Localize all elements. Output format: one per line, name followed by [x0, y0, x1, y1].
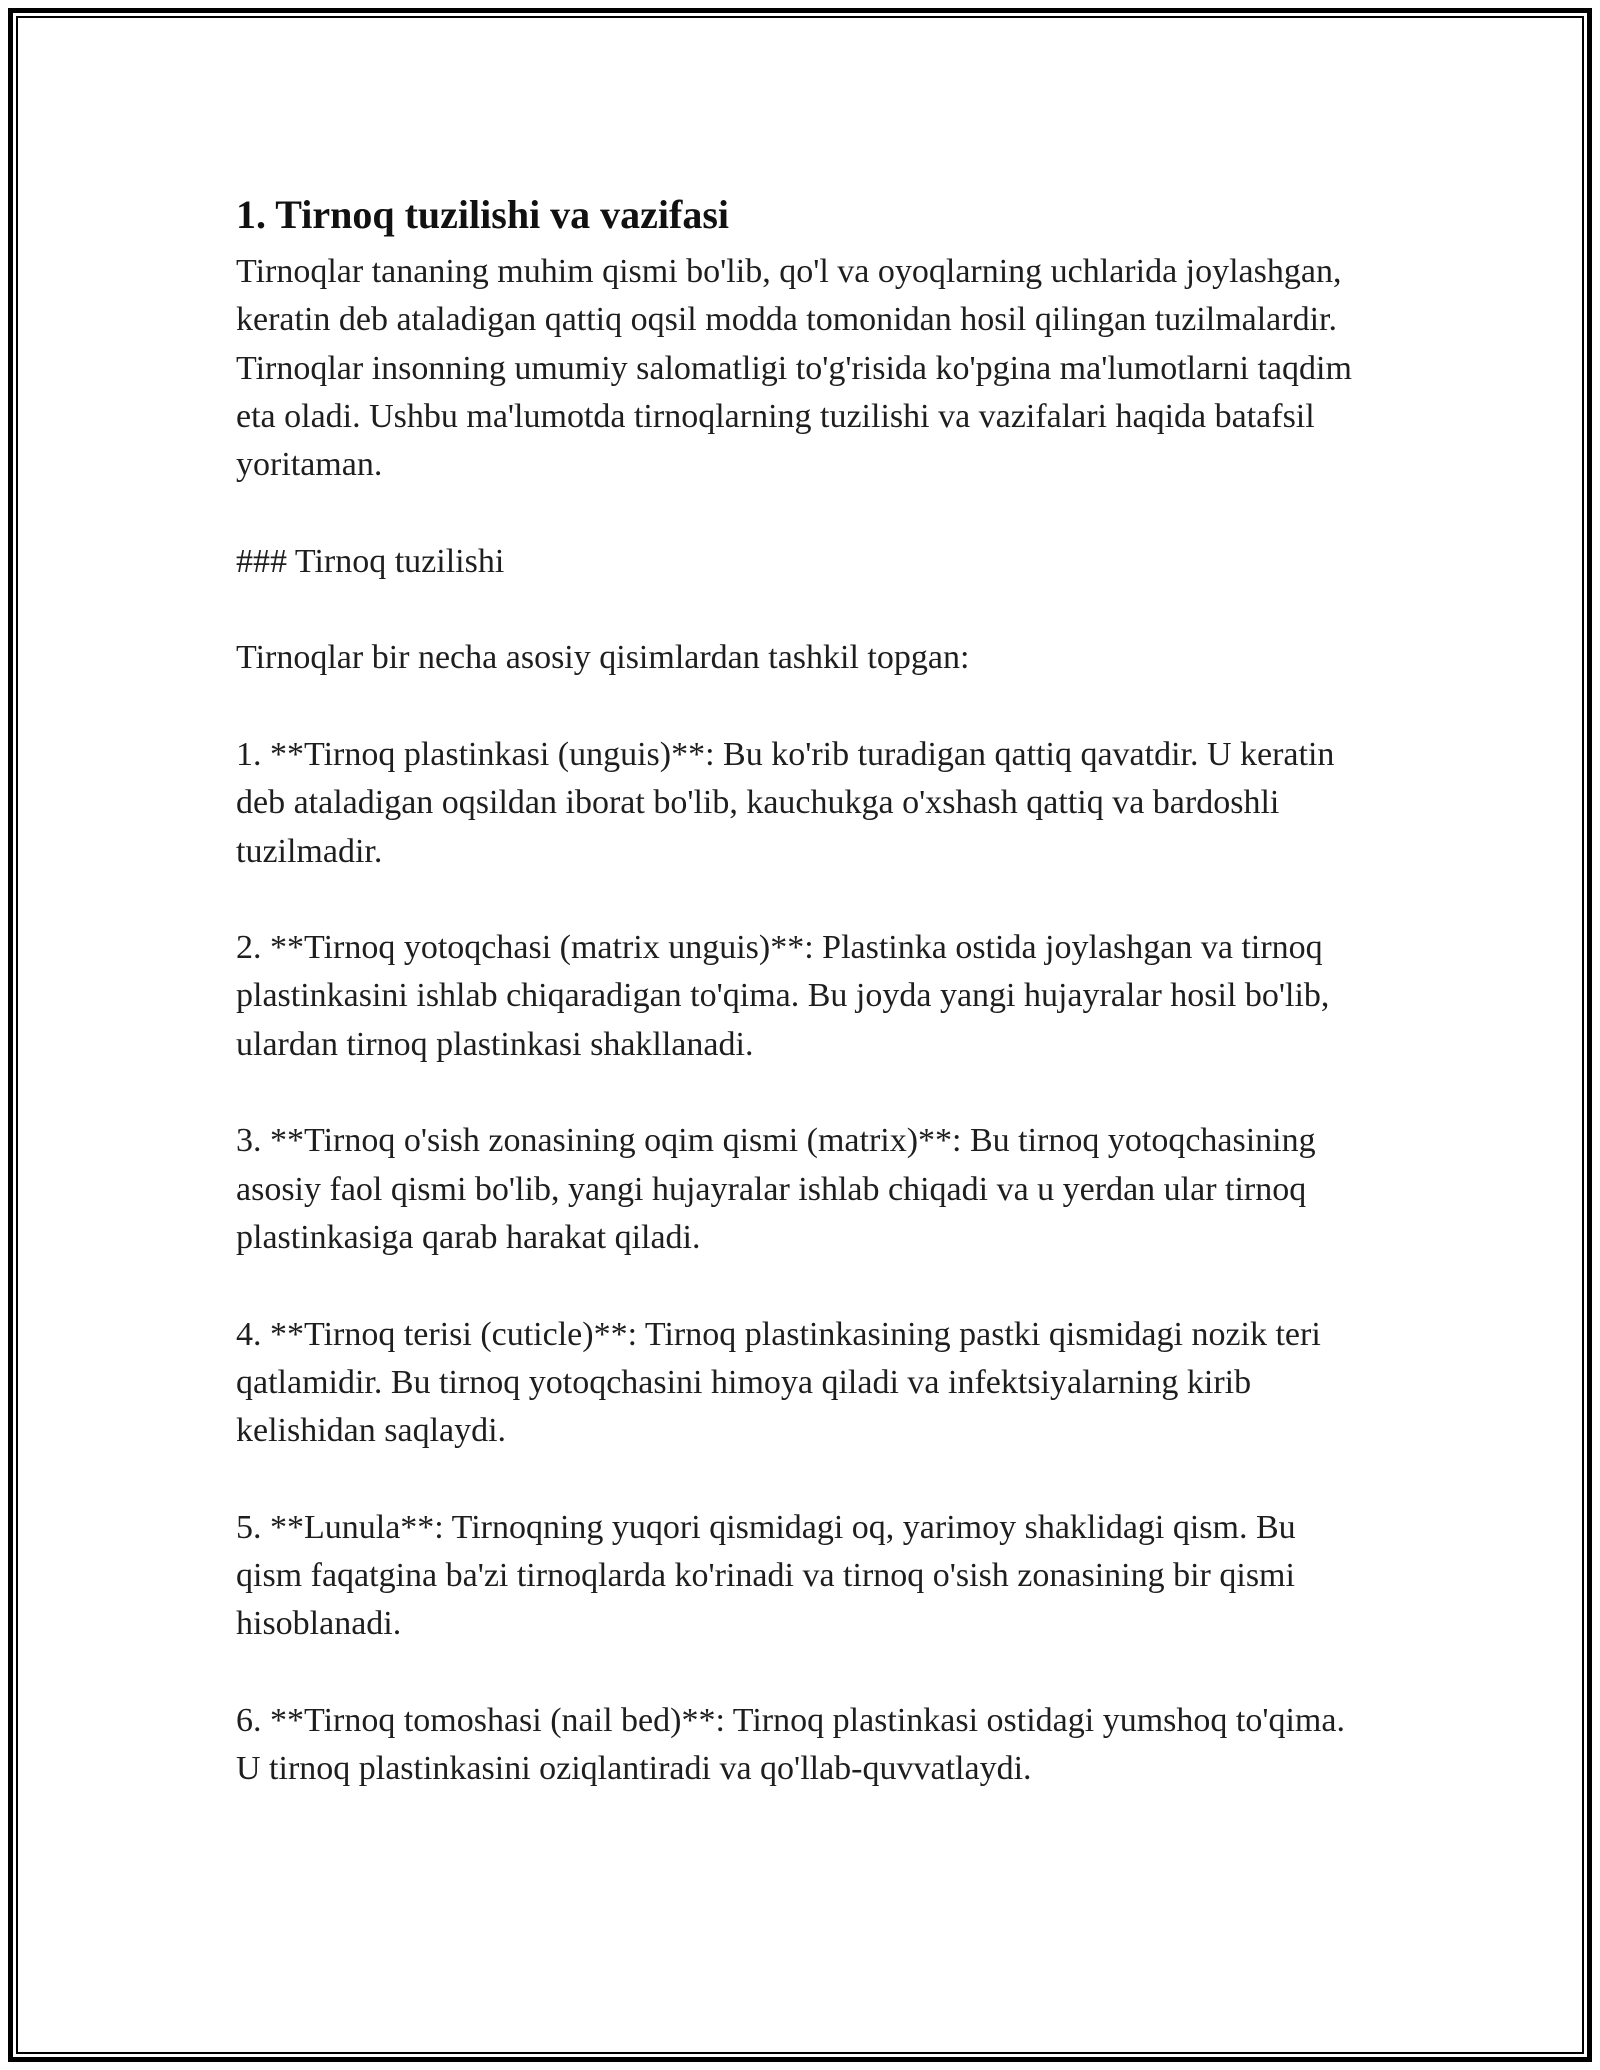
list-item: 1. **Tirnoq plastinkasi (unguis)**: Bu ko'rib turadigan qattiq qavatdir. U keratin deb ataladigan oqsildan iborat bo'lib, kauchukga o'xshash qattiq va bardoshli tuzilmadir.: [236, 735, 1335, 870]
section-subheading: ### Tirnoq tuzilishi: [236, 542, 505, 580]
document-body: [236, 182, 1366, 1794]
list-item: 6. **Tirnoq tomoshasi (nail bed)**: Tirnoq plastinkasi ostidagi yumshoq to'qima. U tirnoq plastinkasini oziqlantiradi va qo'llab-quvvatlaydi.: [236, 1701, 1345, 1788]
list-item: 5. **Lunula**: Tirnoqning yuqori qismidagi oq, yarimoy shaklidagi qism. Bu qism faqatgina ba'zi tirnoqlarda ko'rinadi va tirnoq o'sish zonasining bir qismi hisoblanadi.: [236, 1508, 1296, 1643]
document-title: 1. Tirnoq tuzilishi va vazifasi: [236, 192, 730, 237]
intro-paragraph: Tirnoqlar tananing muhim qismi bo'lib, qo'l va oyoqlarning uchlarida joylashgan, keratin deb ataladigan qattiq oqsil modda tomonidan hosil qilingan tuzilmalardir. Tirnoqlar insonning umumiy salomatligi to'g'risida ko'pgina ma'lumotlarni taqdim eta oladi. Ushbu ma'lumotda tirnoqlarning tuzilishi va vazifalari haqida batafsil yoritaman.: [236, 253, 1352, 484]
lead-paragraph: Tirnoqlar bir necha asosiy qisimlardan tashkil topgan:: [236, 639, 970, 677]
list-item: 2. **Tirnoq yotoqchasi (matrix unguis)**: Plastinka ostida joylashgan va tirnoq plastinkasini ishlab chiqaradigan to'qima. Bu joyda yangi hujayralar hosil bo'lib, ulardan tirnoq plastinkasi shakllanadi.: [236, 929, 1330, 1063]
list-item: 3. **Tirnoq o'sish zonasining oqim qismi (matrix)**: Bu tirnoq yotoqchasining asosiy faol qismi bo'lib, yangi hujayralar ishlab chiqadi va u yerdan ular tirnoq plastinkasiga qarab harakat qiladi.: [236, 1122, 1316, 1256]
list-item: 4. **Tirnoq terisi (cuticle)**: Tirnoq plastinkasining pastki qismidagi nozik teri qatlamidir. Bu tirnoq yotoqchasini himoya qiladi va infektsiyalarning kirib kelishidan saqlaydi.: [236, 1315, 1321, 1450]
